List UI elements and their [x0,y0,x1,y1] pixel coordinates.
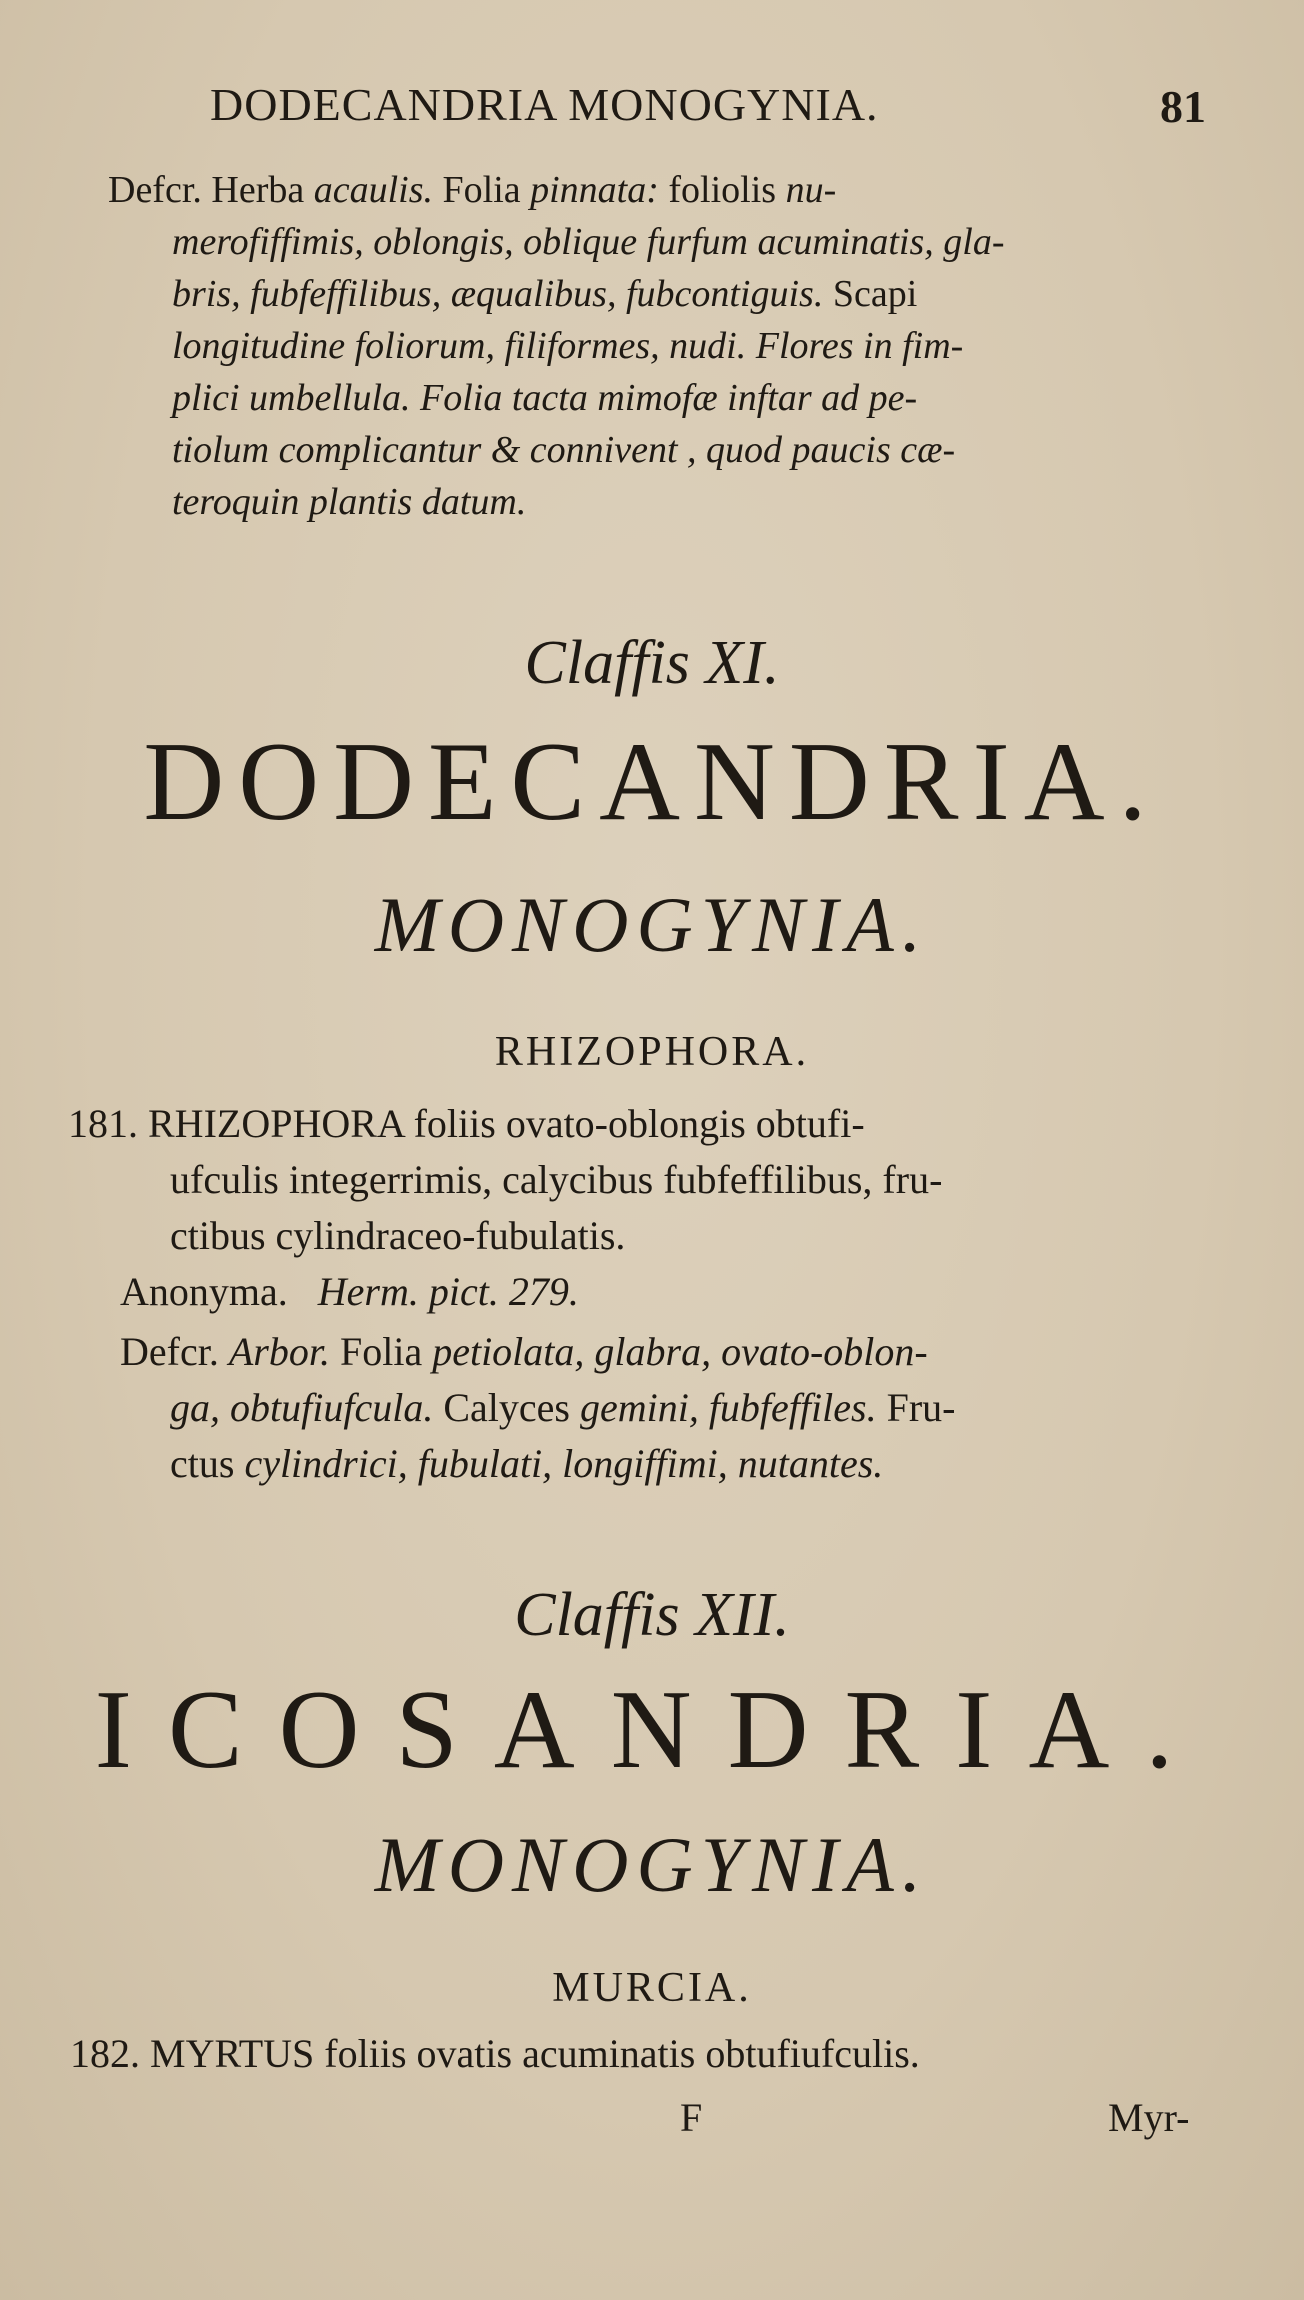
descr1-line-4: longitudine foliorum, filiformes, nudi. Flores in fim- [172,325,964,367]
text-run: Calyces [433,1385,580,1430]
class-11-order: MONOGYNIA. [374,881,930,968]
text-run: gemini, fubfeffiles. [579,1385,877,1430]
text-run: nu- [785,169,837,211]
descr2-line-3 [170,1440,883,1487]
catchword: Myr- [1108,2095,1190,2140]
text-run: bris, fubfeffilibus, æqualibus, fubcontiguis. [172,273,824,315]
running-title: DODECANDRIA MONOGYNIA. [210,79,879,130]
class-11-heading: Claffis XI. [524,629,780,697]
text-run: foliolis [658,169,786,211]
descr1-line-2: merofiffimis, oblongis, oblique furfum acuminatis, gla- [172,221,1005,263]
text-run: ga, obtufiufcula. [170,1385,434,1430]
class-12-order: MONOGYNIA. [374,1821,930,1908]
page-number: 81 [1160,81,1206,132]
descr1-line-5: plici umbellula. Folia tacta mimofæ inftar ad pe- [172,377,918,419]
text-run: Fru- [876,1385,956,1430]
text-run: ctus [170,1441,245,1486]
class-12-genus: MURCIA. [552,1965,752,2011]
text-run: Scapi [823,273,918,315]
descr1-line-7: teroquin plantis datum. [172,481,527,523]
entry-181-line-2: ufculis integerrimis, calycibus fubfeffilibus, fru- [170,1157,943,1202]
class-11-name: DODECANDRIA. [143,720,1161,844]
descr1-line-1 [108,168,836,212]
text-run: Defcr. [120,1329,229,1374]
text-run: Arbor. [228,1329,330,1374]
entry-181-line-1: 181. RHIZOPHORA foliis ovato-oblongis obtufi- [68,1101,865,1146]
descr1-line-3 [172,272,917,316]
text-run: cylindrici, fubulati, longiffimi, nutantes. [244,1441,884,1486]
descr1-line-6: tiolum complicantur & connivent , quod paucis cæ- [172,429,956,471]
text-run: Folia [329,1329,433,1374]
descr2-line-2 [170,1384,955,1431]
class-11-genus: RHIZOPHORA. [494,1029,810,1075]
class-12-heading: Claffis XII. [514,1581,790,1649]
text-run: petiolata, glabra, ovato-oblon- [432,1329,928,1374]
anonyma-label: Anonyma. [120,1269,288,1314]
descr2-line-1 [120,1328,928,1375]
text-run: pinnata: [530,169,659,211]
anonyma-line [120,1268,579,1315]
anonyma-reference: Herm. pict. 279. [317,1269,579,1314]
entry-182: 182. MYRTUS foliis ovatis acuminatis obtufiufculis. [70,2031,920,2076]
entry-181-line-3: ctibus cylindraceo-fubulatis. [170,1213,626,1258]
text-run: Folia [433,169,531,211]
class-12-name: ICOSANDRIA. [94,1668,1210,1792]
text-run: acaulis. [313,169,433,211]
signature-mark: F [680,2095,703,2140]
text-run: Defcr. Herba [108,169,314,211]
